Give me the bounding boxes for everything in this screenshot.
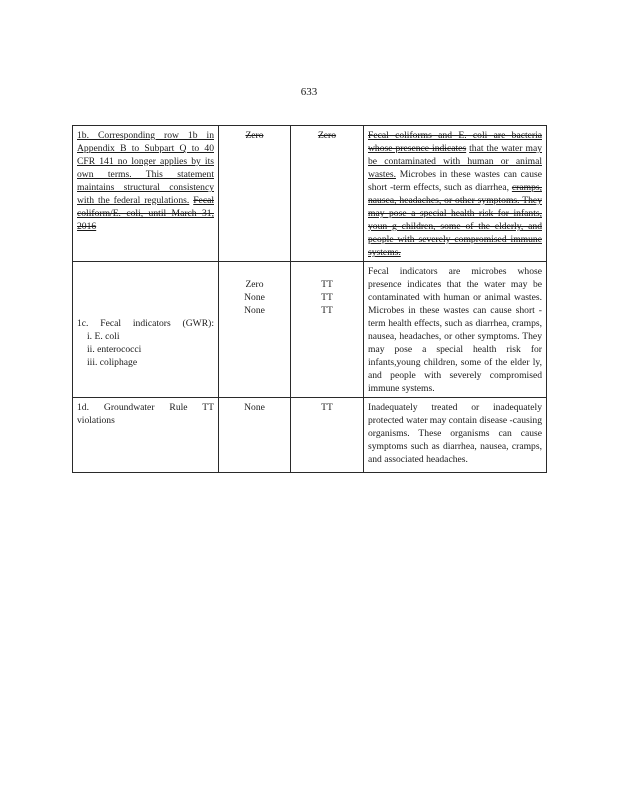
table-row-1c	[73, 262, 547, 398]
health-effects-cell	[364, 398, 547, 473]
effects-text: Microbes in these wastes can cause short -term effects, such as diarrhea,	[368, 169, 542, 193]
fecal-indicators-title: 1c. Fecal indicators (GWR):	[77, 318, 214, 329]
deleted-text: Fecal coliform/E. coli, until March 31, 2016	[77, 195, 214, 232]
contaminant-text: 1d. Groundwater Rule TT violations	[77, 402, 214, 426]
mclg-cell	[219, 126, 291, 262]
list-item: i. E. coli	[87, 331, 120, 342]
contaminant-cell	[73, 262, 219, 398]
list-item: ii. enterococci	[87, 344, 142, 355]
mcl-value: TT	[321, 279, 333, 290]
deleted-mcl: Zero	[317, 130, 337, 141]
table-row-1b	[73, 126, 547, 262]
deleted-text: Fecal coliforms and E. coli are bacteria whose presence indicates	[368, 130, 542, 154]
mcl-value: TT	[321, 305, 333, 316]
mcl-cell	[291, 398, 364, 473]
effects-text: Fecal indicators are microbes whose presence indicates that the water may be contaminated with human or animal wastes. Microbes in these wastes can cause short - term health effects, such as diarrhea, cramps, nausea, headaches, or other symptoms. They may pose a special health risk for infants,young children, some of the elder ly, and people with severely compromised immune systems.	[368, 266, 542, 394]
contaminant-cell	[73, 398, 219, 473]
mclg-value: None	[244, 292, 265, 303]
mclg-cell	[219, 398, 291, 473]
deleted-text: cramps, nausea, headaches, or other symptoms. They may pose a special health risk for infants, youn g children, some of the elderly, and people with severely compromised immune systems.	[368, 182, 542, 258]
added-text: 1b. Corresponding row 1b in Appendix B to Subpart Q to 40 CFR 141 no longer applies by its own terms. This statement maintains structural consistency with the federal regulations.	[77, 130, 214, 206]
table-row-1d	[73, 398, 547, 473]
mclg-value: None	[244, 402, 265, 413]
mcl-cell	[291, 262, 364, 398]
mclg-cell	[219, 262, 291, 398]
mcl-cell	[291, 126, 364, 262]
health-effects-cell	[364, 262, 547, 398]
page-number: 633	[300, 86, 318, 98]
contaminant-cell	[73, 126, 219, 262]
health-effects-cell	[364, 126, 547, 262]
effects-text: Inadequately treated or inadequately protected water may contain disease -causing organisms. These organisms can cause symptoms such as diarrhea, nausea, cramps, and associated headaches.	[368, 402, 542, 465]
list-item: iii. coliphage	[87, 357, 138, 368]
deleted-mclg: Zero	[245, 130, 264, 141]
mclg-value: None	[244, 305, 265, 316]
added-text: that the water may be contaminated with human or animal wastes.	[368, 143, 542, 180]
mcl-value: TT	[321, 292, 333, 303]
mclg-value: Zero	[245, 279, 264, 290]
mcl-value: TT	[321, 402, 333, 413]
regulation-table	[72, 125, 547, 473]
